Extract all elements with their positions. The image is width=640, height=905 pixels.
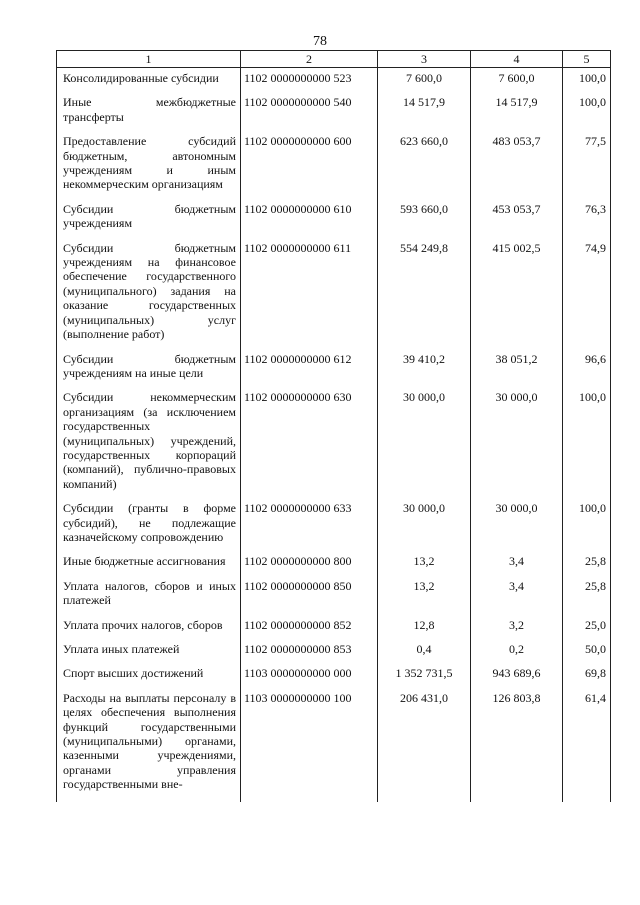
row-percent: 100,0 [563,68,611,96]
row-name: Уплата налогов, сборов и иных платежей [57,579,241,618]
table-row [57,95,611,134]
row-percent: 100,0 [563,95,611,134]
row-code: 1102 0000000000 523 [241,68,378,96]
table-row [57,390,611,501]
header-row [57,51,611,68]
row-code: 1102 0000000000 612 [241,352,378,391]
header-col-3: 3 [378,51,471,68]
row-code: 1102 0000000000 540 [241,95,378,134]
row-percent: 77,5 [563,134,611,202]
row-code: 1102 0000000000 600 [241,134,378,202]
row-percent: 61,4 [563,691,611,802]
row-code: 1102 0000000000 611 [241,241,378,352]
table-row [57,134,611,202]
row-percent: 50,0 [563,642,611,666]
row-fact: 3,4 [471,579,563,618]
row-percent: 74,9 [563,241,611,352]
row-plan: 30 000,0 [378,390,471,501]
row-name: Расходы на выплаты персоналу в целях обеспечения выполнения функций государственными (муниципальными) органами, казенными учреждениями, органами управления государственными вне- [57,691,241,802]
row-fact: 126 803,8 [471,691,563,802]
row-percent: 25,8 [563,554,611,578]
row-name: Иные бюджетные ассигнования [57,554,241,578]
table-row [57,618,611,642]
row-percent: 100,0 [563,501,611,554]
row-fact: 3,2 [471,618,563,642]
row-fact: 483 053,7 [471,134,563,202]
row-name: Субсидии (гранты в форме субсидий), не подлежащие казначейскому сопровождению [57,501,241,554]
budget-table [56,50,611,802]
row-plan: 623 660,0 [378,134,471,202]
row-plan: 0,4 [378,642,471,666]
row-fact: 0,2 [471,642,563,666]
table-row [57,241,611,352]
header-col-5: 5 [563,51,611,68]
row-plan: 39 410,2 [378,352,471,391]
row-code: 1102 0000000000 630 [241,390,378,501]
row-percent: 96,6 [563,352,611,391]
row-code: 1102 0000000000 800 [241,554,378,578]
row-fact: 30 000,0 [471,501,563,554]
row-name: Субсидии бюджетным учреждениям на иные цели [57,352,241,391]
row-fact: 3,4 [471,554,563,578]
row-plan: 554 249,8 [378,241,471,352]
row-code: 1102 0000000000 850 [241,579,378,618]
row-percent: 25,8 [563,579,611,618]
row-percent: 100,0 [563,390,611,501]
row-code: 1102 0000000000 610 [241,202,378,241]
row-plan: 7 600,0 [378,68,471,96]
row-name: Предоставление субсидий бюджетным, автономным учреждениям и иным некоммерческим организациям [57,134,241,202]
table-row [57,554,611,578]
row-fact: 453 053,7 [471,202,563,241]
row-code: 1103 0000000000 100 [241,691,378,802]
table-body [57,68,611,802]
table-row [57,579,611,618]
row-fact: 415 002,5 [471,241,563,352]
row-name: Иные межбюджетные трансферты [57,95,241,134]
row-name: Уплата иных платежей [57,642,241,666]
table-row [57,501,611,554]
row-percent: 25,0 [563,618,611,642]
row-fact: 7 600,0 [471,68,563,96]
row-name: Спорт высших достижений [57,666,241,690]
budget-table-container [56,50,610,802]
row-fact: 14 517,9 [471,95,563,134]
row-code: 1103 0000000000 000 [241,666,378,690]
table-row [57,352,611,391]
row-name: Консолидированные субсидии [57,68,241,96]
row-plan: 14 517,9 [378,95,471,134]
row-code: 1102 0000000000 853 [241,642,378,666]
table-header [57,51,611,68]
table-row [57,666,611,690]
row-fact: 943 689,6 [471,666,563,690]
row-plan: 206 431,0 [378,691,471,802]
table-row [57,691,611,802]
row-name: Субсидии некоммерческим организациям (за исключением государственных (муниципальных) учреждений, государственных корпораций (компаний), публично-правовых компаний) [57,390,241,501]
row-fact: 38 051,2 [471,352,563,391]
row-plan: 30 000,0 [378,501,471,554]
row-code: 1102 0000000000 633 [241,501,378,554]
row-name: Субсидии бюджетным учреждениям на финансовое обеспечение государственного (муниципального) задания на оказание государственных (муниципальных) услуг (выполнение работ) [57,241,241,352]
row-name: Субсидии бюджетным учреждениям [57,202,241,241]
header-col-1: 1 [57,51,241,68]
row-code: 1102 0000000000 852 [241,618,378,642]
row-plan: 593 660,0 [378,202,471,241]
row-fact: 30 000,0 [471,390,563,501]
row-name: Уплата прочих налогов, сборов [57,618,241,642]
row-plan: 13,2 [378,554,471,578]
row-plan: 1 352 731,5 [378,666,471,690]
row-plan: 12,8 [378,618,471,642]
row-plan: 13,2 [378,579,471,618]
header-col-4: 4 [471,51,563,68]
table-row [57,202,611,241]
header-col-2: 2 [241,51,378,68]
row-percent: 76,3 [563,202,611,241]
table-row [57,68,611,96]
table-row [57,642,611,666]
page-number: 78 [313,34,327,49]
row-percent: 69,8 [563,666,611,690]
